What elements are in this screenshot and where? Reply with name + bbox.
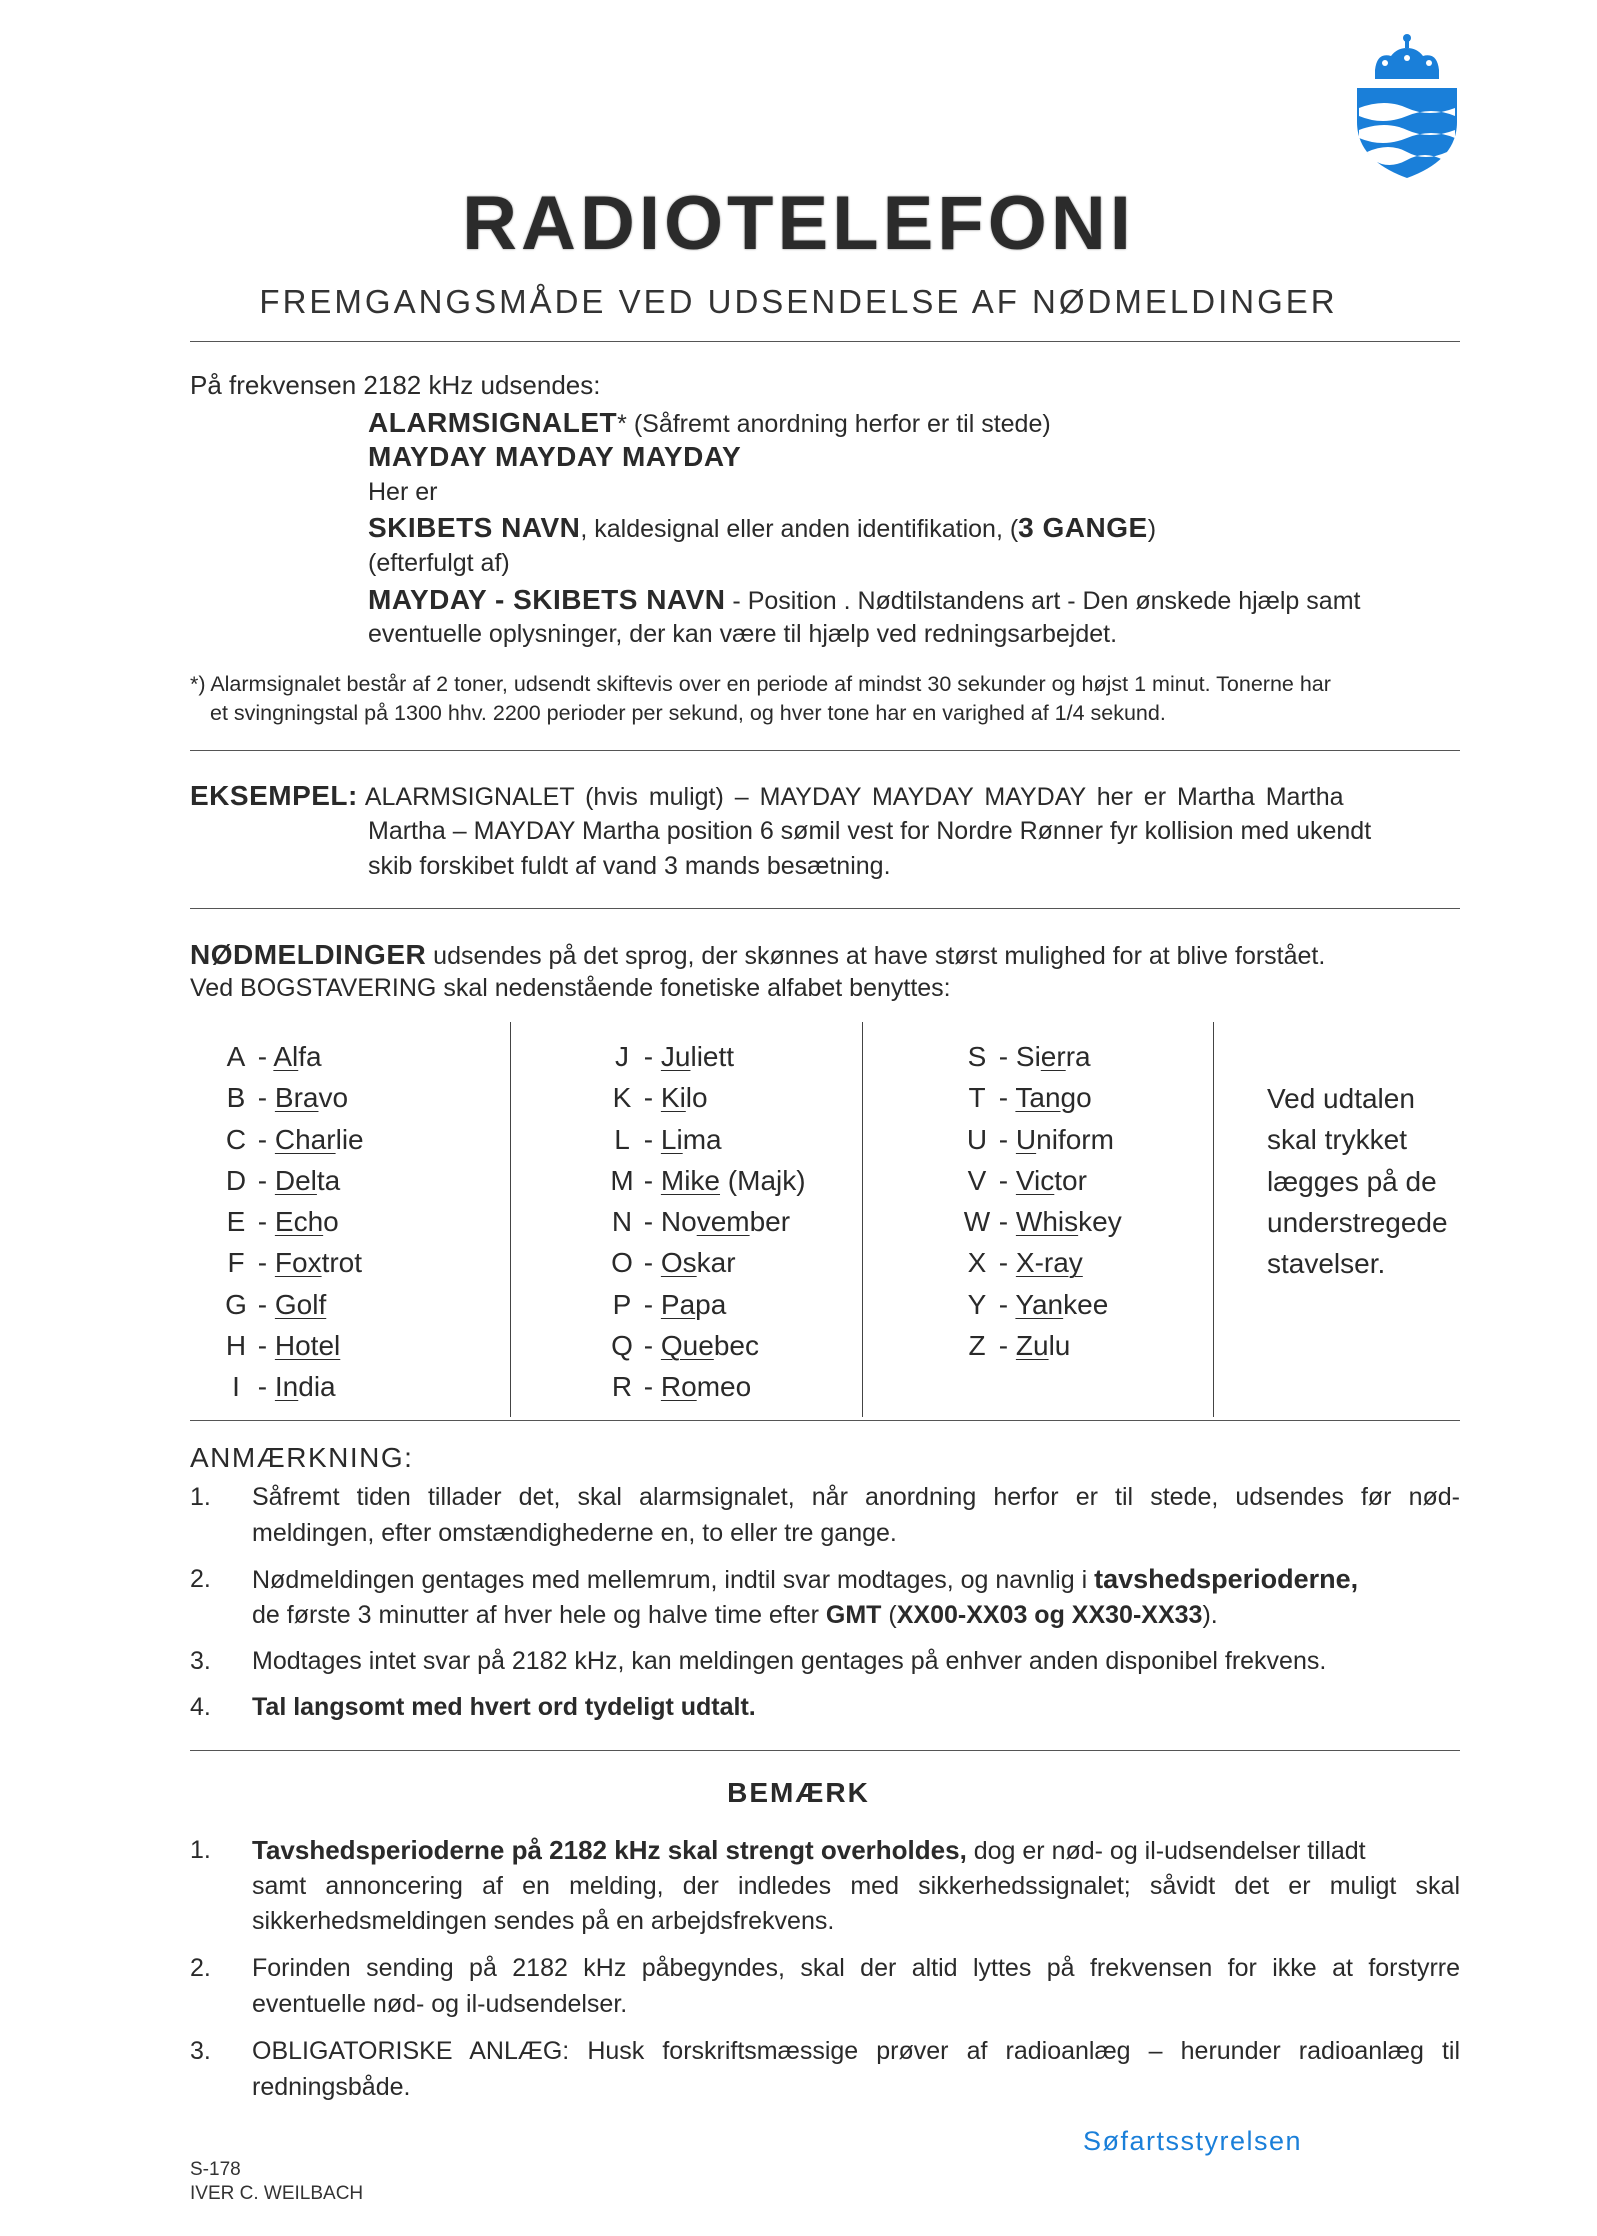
alphabet-dash: - [636,1123,661,1155]
alphabet-entry [222,1366,364,1407]
codeword-stressed: Vic [1015,1164,1055,1196]
codeword-stressed: Ju [660,1041,691,1072]
bemaerk-3-line-2: redningsbåde. [252,2073,411,2101]
alphabet-letter: T [968,1082,986,1114]
alphabet-entry [963,1036,1122,1077]
alphabet-dash: - [636,1371,661,1403]
alphabet-dash: - [636,1082,661,1114]
bemaerk-number: 2. [190,1954,211,1982]
codeword-stressed: Golf [274,1288,327,1320]
codeword-suffix: lu [1048,1330,1071,1362]
remark-number: 3. [190,1647,211,1675]
divider [190,341,1460,342]
codeword-stressed: Bra [274,1082,319,1114]
remark-3-line-1: Modtages intet svar på 2182 kHz, kan meldingen gentages på enhver anden disponibel frekvens. [252,1647,1327,1675]
codeword-suffix: (Majk) [720,1164,806,1196]
alphabet-dash: - [991,1123,1016,1155]
codeword-stressed: X-ray [1015,1247,1083,1279]
brand-name: Søfartsstyrelsen [1083,2126,1303,2156]
bemaerk-2-line-1: Forinden sending på 2182 kHz påbegyndes, skal der altid lyttes på frekvensen for ikke at forstyrre [252,1954,1460,1982]
codeword-suffix: tor [1054,1164,1087,1196]
alphabet-entry [963,1160,1122,1201]
alphabet-letter: A [226,1041,246,1072]
alphabet-dash: - [991,1041,1016,1072]
alphabet-letter: M [610,1164,634,1196]
codeword-stressed: Yan [1015,1288,1064,1320]
codeword-stressed: Tan [1015,1082,1061,1114]
codeword-stressed: Del [274,1164,317,1196]
alphabet-dash: - [250,1041,274,1072]
remark-2-line-1 [252,1561,1358,1598]
remark-4-line-1: Tal langsomt med hvert ord tydeligt udtalt. [252,1693,756,1721]
codeword-stressed: Mike [660,1164,721,1196]
divider [190,908,1460,909]
alphabet-dash: - [636,1330,661,1362]
remark-2-text: de første 3 minutter af hver hele og halve time efter [252,1601,826,1629]
bemaerk-number: 3. [190,2037,211,2065]
bemaerk-1-bold: Tavshedsperioderne på 2182 kHz skal strengt overholdes, [252,1835,967,1865]
page-title: RADIOTELEFONI [462,181,1135,266]
remark-1-line-2: meldingen, efter omstændighederne en, to eller tre gange. [252,1519,897,1547]
column-divider [862,1022,863,1417]
alphabet-entry [608,1077,806,1118]
alphabet-entry [963,1242,1122,1283]
bemaerk-1-text: dog er nød- og il-udsendelser tilladt [966,1837,1366,1865]
alphabet-dash: - [250,1288,275,1320]
codeword-stressed: Os [660,1247,697,1279]
alphabet-entry [222,1036,364,1077]
alphabet-entry [222,1077,364,1118]
example-line-1 [190,778,1344,815]
alphabet-letter: K [612,1082,632,1114]
codeword-stressed: vem [696,1206,750,1238]
alphabet-entry [222,1284,364,1325]
alphabet-letter: F [227,1247,245,1279]
ship-name-rest: , kaldesignal eller anden identifikation, ( [580,515,1019,543]
remark-number: 4. [190,1693,211,1721]
bemaerk-heading: BEMÆRK [727,1777,870,1808]
column-divider [510,1022,511,1417]
printer-name: IVER C. WEILBACH [190,2183,364,2204]
distress-label: NØDMELDINGER [190,939,427,970]
alphabet-dash: - [250,1082,275,1114]
codeword-stressed: Hotel [274,1330,341,1362]
note-line: understregede [1267,1206,1448,1238]
note-line: Ved udtalen [1267,1083,1415,1114]
remark-number: 1. [190,1483,211,1511]
alphabet-letter: W [963,1206,991,1238]
codeword-stressed: er [1040,1041,1066,1072]
alphabet-letter: R [611,1371,633,1403]
alphabet-entry [963,1325,1122,1366]
alphabet-dash: - [636,1041,661,1072]
alphabet-entry [608,1325,806,1366]
ship-times: 3 GANGE [1018,512,1148,543]
alphabet-dash: - [991,1330,1016,1362]
codeword-suffix: ma [682,1123,722,1155]
alphabet-letter: J [615,1041,629,1072]
codeword-suffix: lo [685,1082,708,1114]
alphabet-letter: Z [968,1330,986,1362]
alphabet-dash: - [991,1082,1016,1114]
codeword-stressed: Ech [274,1206,324,1238]
codeword-suffix: kee [1063,1288,1109,1320]
alphabet-entry [608,1366,806,1407]
alphabet-entry [963,1077,1122,1118]
pronunciation-note [1267,1078,1448,1284]
codeword-suffix: kar [696,1247,736,1279]
bemaerk-2-line-2: eventuelle nød- og il-udsendelser. [252,1990,628,2018]
codeword-suffix: ber [749,1206,791,1238]
footnote-line-1: *) Alarmsignalet består af 2 toner, udsendt skiftevis over en periode af mindst 30 sekunder og højst 1 minut. Tonerne har [190,672,1331,696]
alphabet-letter: Y [967,1288,987,1320]
alphabet-letter: E [226,1206,246,1238]
alphabet-letter: S [967,1041,987,1072]
alphabet-letter: G [225,1288,247,1320]
codeword-prefix: No [660,1206,697,1238]
codeword-suffix: bec [713,1330,759,1362]
codeword-suffix: fa [298,1041,322,1072]
alarm-note: * (Såfremt anordning herfor er til stede) [617,410,1051,438]
alphabet-dash: - [991,1247,1016,1279]
alphabet-entry [222,1325,364,1366]
alarm-line [368,405,1051,442]
codeword-stressed: Whis [1015,1206,1079,1238]
codeword-stressed: U [1015,1123,1037,1155]
position-text-2: eventuelle oplysninger, der kan være til hjælp ved redningsarbejdet. [368,620,1118,648]
alphabet-letter: P [612,1288,632,1320]
mayday-ship-label: MAYDAY - SKIBETS NAVN [368,584,726,615]
alphabet-entry [608,1284,806,1325]
alphabet-letter: Q [611,1330,633,1362]
codeword-suffix: pa [695,1288,727,1320]
distress-line-2: Ved BOGSTAVERING skal nedenstående fonetiske alfabet benyttes: [190,974,951,1002]
alphabet-entry [963,1119,1122,1160]
remark-2-text: ( [881,1601,897,1629]
alphabet-dash: - [991,1288,1016,1320]
column-divider [1213,1022,1214,1417]
codeword-stressed: Char [274,1123,336,1155]
alphabet-dash: - [636,1288,661,1320]
crown-waves-logo-icon [1345,30,1470,180]
codeword-suffix: ta [316,1164,341,1196]
alphabet-dash: - [250,1123,275,1155]
codeword-suffix: key [1078,1206,1122,1238]
alphabet-dash: - [636,1247,661,1279]
alphabet-entry [608,1201,806,1242]
alphabet-letter: H [225,1330,247,1362]
alphabet-dash: - [250,1206,275,1238]
alarm-label: ALARMSIGNALET [368,407,618,438]
alphabet-dash: - [250,1330,275,1362]
alphabet-entry [222,1119,364,1160]
remark-1-line-1: Såfremt tiden tillader det, skal alarmsignalet, når anordning herfor er til stede, udsendes før nød- [252,1483,1460,1511]
alphabet-column-2 [608,1036,806,1408]
codeword-stressed: Zu [1015,1330,1049,1362]
divider [190,1750,1460,1751]
bemaerk-1-line-1 [252,1832,1366,1869]
codeword-stressed: Ro [660,1371,697,1403]
ship-name-label: SKIBETS NAVN [368,512,581,543]
bemaerk-3-line-1: OBLIGATORISKE ANLÆG: Husk forskriftsmæssige prøver af radioanlæg – herunder radioanlæg til [252,2037,1460,2065]
example-label: EKSEMPEL: [190,780,358,811]
alphabet-entry [222,1242,364,1283]
remark-2-bold: GMT [825,1601,882,1629]
codeword-suffix: niform [1036,1123,1114,1155]
alphabet-letter: D [225,1164,247,1196]
divider [190,750,1460,751]
alphabet-letter: V [967,1164,987,1196]
alphabet-letter: U [966,1123,988,1155]
bemaerk-1-line-2: samt annoncering af en melding, der indledes med sikkerhedssignalet; såvidt det er muligt skal [252,1872,1460,1900]
codeword-suffix: meo [696,1371,752,1403]
alphabet-column-3 [963,1036,1122,1366]
bemaerk-number: 1. [190,1836,211,1864]
codeword-suffix: vo [318,1082,349,1114]
codeword-prefix: Si [1015,1041,1041,1072]
mayday-ship-line [368,582,1460,619]
alphabet-dash: - [636,1206,661,1238]
alphabet-dash: - [250,1371,275,1403]
alphabet-entry [963,1201,1122,1242]
alphabet-column-1 [222,1036,364,1408]
alphabet-dash: - [991,1164,1016,1196]
codeword-stressed: Li [660,1123,683,1155]
remark-number: 2. [190,1565,211,1593]
alphabet-entry [608,1242,806,1283]
alphabet-letter: X [967,1247,987,1279]
remark-2-line-2 [252,1597,1218,1633]
codeword-suffix: dia [298,1371,336,1403]
footnote-line-2: et svingningstal på 1300 hhv. 2200 perioder per sekund, og hver tone har en varighed af 1/4 sekund. [210,701,1166,725]
page-subtitle: FREMGANGSMÅDE VED UDSENDELSE AF NØDMELDINGER [259,283,1338,320]
ship-end: ) [1147,515,1157,543]
bemaerk-1-line-3: sikkerhedsmeldingen sendes på en arbejdsfrekvens. [252,1907,835,1935]
remark-2-text: ). [1202,1601,1218,1629]
codeword-stressed: Ki [660,1082,686,1114]
example-text-1: ALARMSIGNALET (hvis muligt) – MAYDAY MAYDAY MAYDAY her er Martha Martha [364,783,1344,811]
codeword-suffix: go [1060,1082,1092,1114]
alphabet-letter: L [614,1123,630,1155]
codeword-suffix: lie [335,1123,364,1155]
alphabet-entry [608,1160,806,1201]
mayday-line: MAYDAY MAYDAY MAYDAY [368,441,742,472]
alphabet-dash: - [991,1206,1016,1238]
position-text: - Position . Nødtilstandens art - Den ønskede hjælp samt [732,587,1361,615]
alphabet-letter: I [232,1371,240,1403]
alphabet-dash: - [636,1164,661,1196]
codeword-suffix: liett [690,1041,735,1072]
distress-text: udsendes på det sprog, der skønnes at have størst mulighed for at blive forstået. [426,942,1326,970]
form-code: S-178 [190,2159,241,2180]
followed-line: (efterfulgt af) [368,549,510,577]
alphabet-letter: N [611,1206,633,1238]
alphabet-entry [222,1160,364,1201]
codeword-suffix: trot [321,1247,363,1279]
codeword-suffix: o [323,1206,339,1238]
remark-2-bold: XX00-XX03 og XX30-XX33 [896,1601,1203,1629]
note-line: stavelser. [1267,1248,1386,1280]
remarks-heading: ANMÆRKNING: [190,1442,414,1473]
codeword-stressed: Al [273,1041,299,1072]
alphabet-letter: C [225,1123,247,1155]
example-text-2: Martha – MAYDAY Martha position 6 sømil vest for Nordre Rønner fyr kollision med ukendt [368,817,1372,845]
codeword-stressed: Pa [660,1288,696,1320]
example-text-3: skib forskibet fuldt af vand 3 mands besætning. [368,852,891,880]
alphabet-letter: B [226,1082,246,1114]
codeword-stressed: Que [660,1330,714,1362]
alphabet-dash: - [250,1164,275,1196]
ship-name-line [368,510,1156,547]
divider [190,1420,1460,1421]
note-line: lægges på de [1267,1165,1437,1197]
alphabet-entry [963,1284,1122,1325]
alphabet-dash: - [250,1247,275,1279]
her-er-line: Her er [368,478,438,506]
remark-2-bold: tavshedsperioderne, [1094,1564,1359,1594]
remark-2-text: Nødmeldingen gentages med mellemrum, indtil svar modtages, og navnlig i [252,1566,1095,1594]
alphabet-entry [222,1201,364,1242]
alphabet-letter: O [611,1247,633,1279]
note-line: skal trykket [1267,1124,1408,1156]
codeword-suffix: ra [1065,1041,1091,1072]
codeword-stressed: Fox [274,1247,322,1279]
procedure-intro: På frekvensen 2182 kHz udsendes: [190,370,601,400]
distress-line-1 [190,937,1325,974]
alphabet-entry [608,1036,806,1077]
alphabet-entry [608,1119,806,1160]
codeword-stressed: In [274,1371,299,1403]
